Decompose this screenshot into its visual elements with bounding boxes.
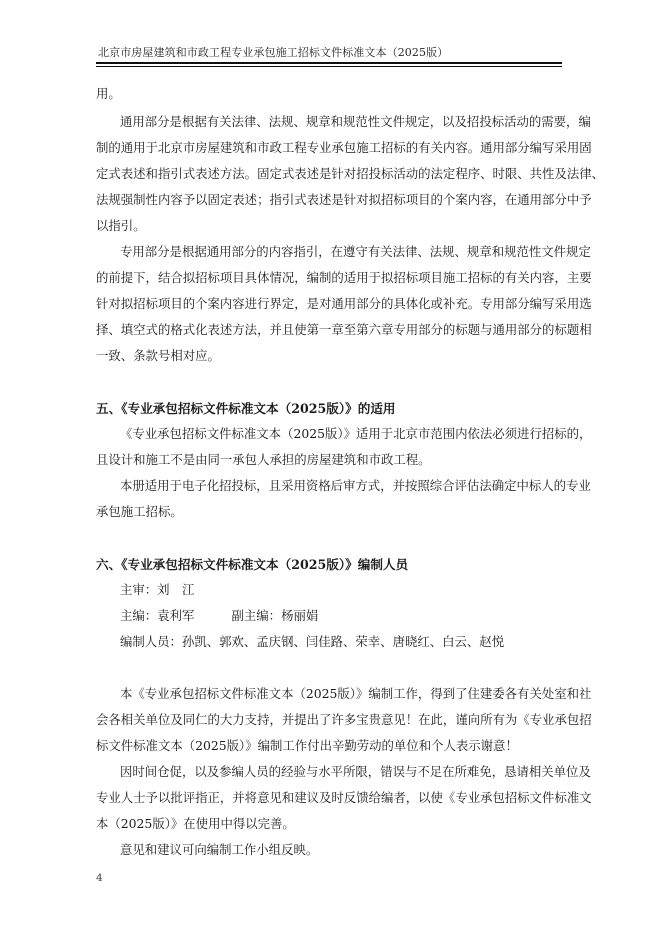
text-line: 因时间仓促，以及参编人员的经验与水平所限，错误与不足在所难免，恳请相关单位及 [120,764,591,779]
text-line: 以指引。 [96,218,146,233]
text-line: 本册适用于电子化招投标，且采用资格后审方式，并按照综合评估法确定中标人的专业 [120,478,591,493]
text-line: 本《专业承包招标文件标准文本（2025版）》编制工作，得到了住建委各有关处室和社 [120,686,592,701]
text-line: 标文件标准文本（2025版）》编制工作付出辛勤劳动的单位和个人表示谢意！ [96,738,518,753]
header-rule-thick [96,62,562,64]
text-line: 用。 [96,86,121,101]
text-line: 意见和建议可向编制工作小组反映。 [120,842,319,857]
section-heading-applicability: 五、《专业承包招标文件标准文本（2025版）》的适用 [96,401,396,416]
text-line: 且设计和施工不是由同一承包人承担的房屋建筑和市政工程。 [96,452,431,467]
chief-reviewer: 主审：刘 江 [120,582,195,597]
section-heading-editors: 六、《专业承包招标文件标准文本（2025版）》编制人员 [96,557,409,572]
text-line: 承包施工招标。 [96,504,183,519]
text-line: 制的通用于北京市房屋建筑和市政工程专业承包施工招标的有关内容。通用部分编写采用固 [96,140,592,155]
text-line: 会各相关单位及同仁的大力支持，并提出了许多宝贵意见！在此，谨向所有为《专业承包招 [96,712,592,727]
chief-editors: 主编：袁利军 副主编：杨丽娟 [120,608,319,623]
text-line: 《专业承包招标文件标准文本（2025版）》适用于北京市范围内依法必须进行招标的， [120,426,592,441]
text-line: 法规强制性内容予以固定表述；指引式表述是针对拟招标项目的个案内容，在通用部分中予 [96,192,592,207]
text-line: 专用部分是根据通用部分的内容指引，在遵守有关法律、法规、规章和规范性文件规定 [120,244,591,259]
page-header: 北京市房屋建筑和市政工程专业承包施工招标文件标准文本（2025版） [98,46,449,59]
page-number: 4 [96,872,103,884]
text-line: 的前提下，结合拟招标项目具体情况，编制的适用于拟招标项目施工招标的有关内容，主要 [96,270,592,285]
header-rule-thin [96,66,562,67]
text-line: 本（2025版）》在使用中得以完善。 [96,816,295,831]
text-line: 择、填空式的格式化表述方法，并且使第一章至第六章专用部分的标题与通用部分的标题相 [96,322,592,337]
text-line: 针对拟招标项目的个案内容进行界定，是对通用部分的具体化或补充。专用部分编写采用选 [96,296,592,311]
text-line: 一致、条款号相对应。 [96,348,220,363]
text-line: 通用部分是根据有关法律、法规、规章和规范性文件规定，以及招投标活动的需要，编 [120,114,591,129]
editing-staff: 编制人员：孙凯、郭欢、孟庆钢、闫佳路、荣幸、唐晓红、白云、赵悦 [120,634,505,649]
text-line: 专业人士予以批评指正，并将意见和建议及时反馈给编者，以使《专业承包招标文件标准文 [96,790,592,805]
text-line: 定式表述和指引式表述方法。固定式表述是针对招投标活动的法定程序、时限、共性及法律、 [96,166,605,181]
